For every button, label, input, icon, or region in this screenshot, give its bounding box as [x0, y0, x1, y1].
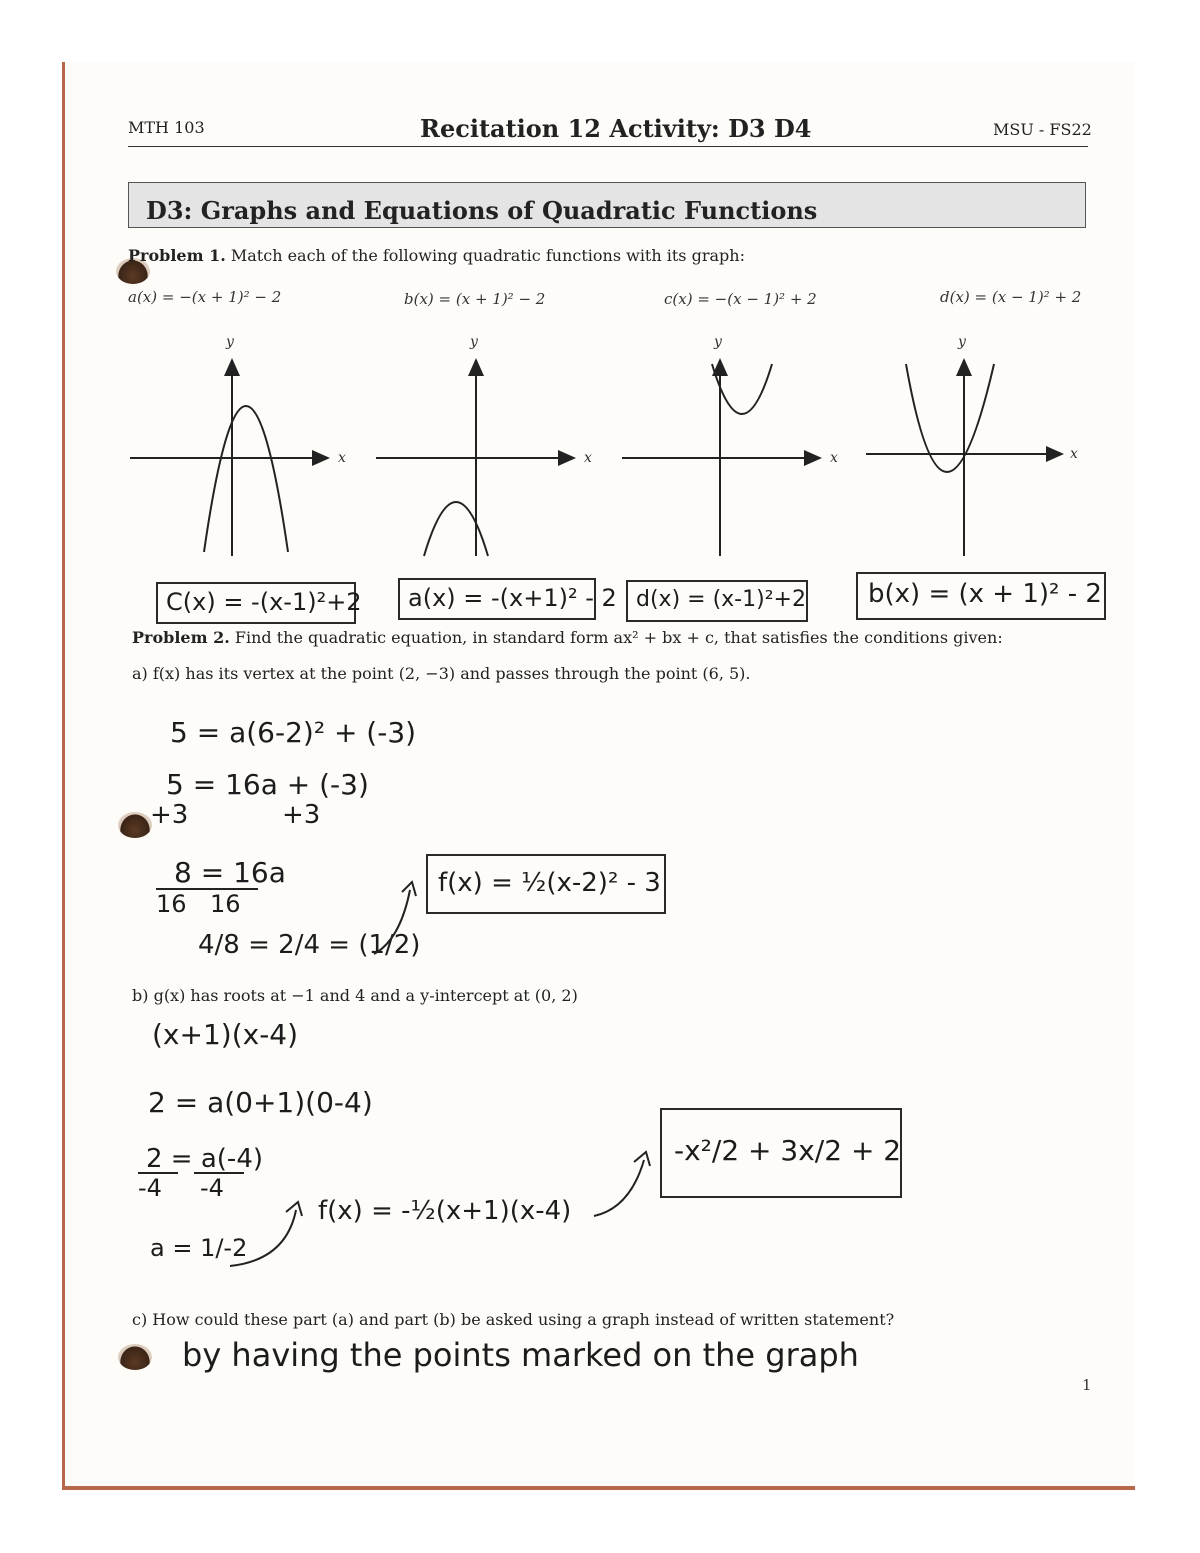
- function-b: b(x) = (x + 1)² − 2: [404, 290, 546, 308]
- graph-2: [374, 330, 604, 562]
- part-b-work-denominator-right: -4: [200, 1174, 224, 1202]
- function-d: d(x) = (x − 1)² + 2: [940, 288, 1082, 306]
- punch-hole-middle: [118, 812, 152, 838]
- answer-box-graph-1: C(x) = -(x-1)²+2: [156, 582, 356, 624]
- problem1-label: Problem 1.: [128, 246, 226, 265]
- graph-2-x-label: x: [584, 450, 592, 466]
- problem2-text: Find the quadratic equation, in standard form ax² + bx + c, that satisfies the conditions given:: [234, 628, 1003, 647]
- page-title: Recitation 12 Activity: D3 D4: [420, 114, 812, 143]
- graph-4-parabola: [906, 364, 994, 472]
- part-a-answer-box: f(x) = ½(x-2)² - 3: [426, 854, 666, 914]
- function-a: a(x) = −(x + 1)² − 2: [128, 288, 282, 306]
- course-code: MTH 103: [128, 118, 205, 137]
- part-b-work-line1: (x+1)(x-4): [152, 1018, 299, 1051]
- problem1-statement: [128, 246, 745, 265]
- graph-3-y-label: y: [714, 334, 722, 350]
- graph-3-x-label: x: [830, 450, 838, 466]
- part-a-work-line1: 5 = a(6-2)² + (-3): [170, 716, 417, 749]
- graph-2-y-label: y: [470, 334, 478, 350]
- part-b-work-line3: 2 = a(-4): [146, 1144, 263, 1174]
- problem2-statement: [132, 628, 1003, 647]
- part-b-answer-box: -x²/2 + 3x/2 + 2: [660, 1108, 902, 1198]
- graph-3: [620, 330, 850, 562]
- part-b-statement: b) g(x) has roots at −1 and 4 and a y-intercept at (0, 2): [132, 986, 578, 1005]
- graph-1-y-label: y: [226, 334, 234, 350]
- part-b-arrow-1: [226, 1196, 316, 1276]
- part-b-arrow-2: [590, 1148, 660, 1228]
- part-a-work-add-right: +3: [282, 800, 321, 830]
- graph-4-y-label: y: [958, 334, 966, 350]
- graph-2-parabola: [424, 502, 488, 556]
- graph-4: [864, 330, 1094, 562]
- part-a-work-line2: 5 = 16a + (-3): [166, 768, 369, 801]
- part-b-work-line2: 2 = a(0+1)(0-4): [148, 1086, 373, 1119]
- part-b-work-line5: f(x) = -½(x+1)(x-4): [318, 1196, 572, 1226]
- part-b-work-line4: a = 1/-2: [150, 1234, 248, 1262]
- problem2-label: Problem 2.: [132, 628, 230, 647]
- page-number: 1: [1082, 1376, 1092, 1394]
- punch-hole-bottom: [118, 1344, 152, 1370]
- term-label: MSU - FS22: [993, 120, 1092, 139]
- part-a-work-denominator-left: 16: [156, 890, 187, 918]
- function-c: c(x) = −(x − 1)² + 2: [664, 290, 817, 308]
- part-b-work-denominator-left: -4: [138, 1174, 162, 1202]
- graph-4-x-label: x: [1070, 446, 1078, 462]
- part-a-work-denominator-right: 16: [210, 890, 241, 918]
- graph-1: [128, 330, 358, 562]
- part-a-work-line4: 4/8 = 2/4 = (1/2): [198, 930, 421, 960]
- part-c-statement: c) How could these part (a) and part (b) be asked using a graph instead of written statement?: [132, 1310, 895, 1329]
- answer-box-graph-4: b(x) = (x + 1)² - 2: [856, 572, 1106, 620]
- header-rule: [128, 146, 1088, 147]
- problem1-text: Match each of the following quadratic functions with its graph:: [230, 246, 745, 265]
- part-a-work-add-left: +3: [150, 800, 189, 830]
- section-title: D3: Graphs and Equations of Quadratic Functions: [146, 196, 818, 225]
- part-a-work-line3: 8 = 16a: [174, 856, 286, 889]
- part-a-arrow: [370, 870, 430, 960]
- graph-1-parabola: [204, 406, 288, 552]
- answer-box-graph-3: d(x) = (x-1)²+2: [626, 580, 808, 622]
- answer-box-graph-2: a(x) = -(x+1)² - 2: [398, 578, 596, 620]
- part-c-answer: by having the points marked on the graph: [182, 1336, 859, 1374]
- graph-1-x-label: x: [338, 450, 346, 466]
- part-a-statement: a) f(x) has its vertex at the point (2, −3) and passes through the point (6, 5).: [132, 664, 751, 683]
